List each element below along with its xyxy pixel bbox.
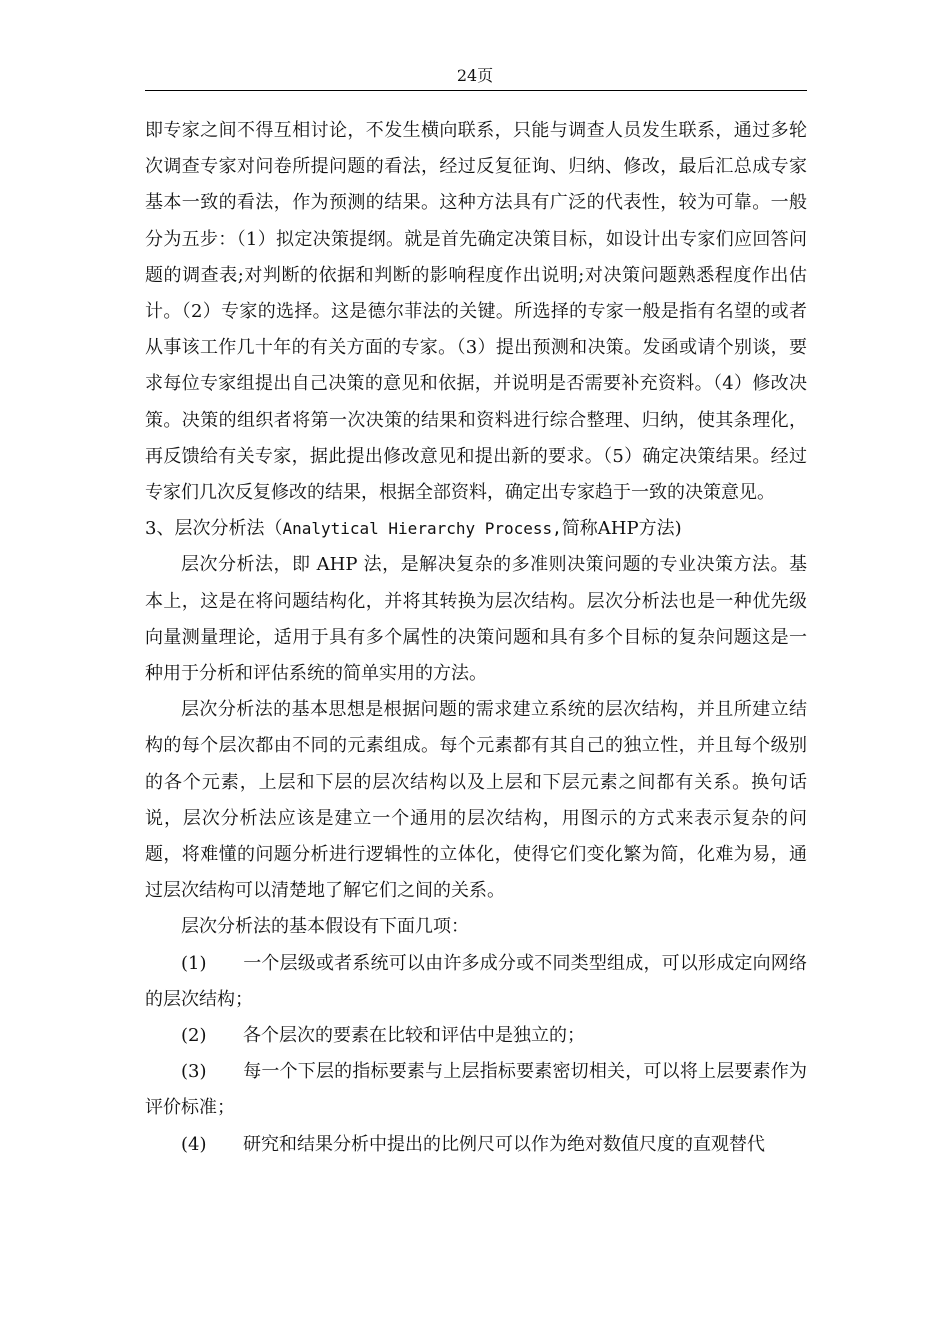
assumption-item: [145, 946, 807, 1018]
heading-ahp-english: Analytical Hierarchy Process,: [282, 519, 562, 539]
assumption-number: (3): [181, 1061, 207, 1083]
paragraph-ahp-assumptions-intro: 层次分析法的基本假设有下面几项：: [181, 916, 469, 938]
paragraph-ahp-basic-idea: 层次分析法的基本思想是根据问题的需求建立系统的层次结构，并且所建立结构的每个层次都由不同的元素组成。每个元素都有其自己的独立性，并且每个级别的各个元素，上层和下层的层次结构以及上层和下层元素之间都有关系。换句话说，层次分析法应该是建立一个通用的层次结构，用图示的方式来表示复杂的问题，将难懂的问题分析进行逻辑性的立体化，使得它们变化繁为简，化难为易，通过层次结构可以清楚地了解它们之间的关系。: [145, 699, 807, 902]
assumption-item: [145, 1127, 807, 1163]
paragraph-ahp-intro: 层次分析法，即 AHP 法，是解决复杂的多准则决策问题的专业决策方法。基本上，这是在将问题结构化，并将其转换为层次结构。层次分析法也是一种优先级向量测量理论，适用于具有多个属性的决策问题和具有多个目标的复杂问题这是一种用于分析和评估系统的简单实用的方法。: [145, 554, 807, 685]
page-number-header: 24页: [456, 66, 494, 85]
assumption-text: 一个层级或者系统可以由许多成分或不同类型组成，可以形成定向网络的层次结构；: [145, 952, 807, 1010]
assumption-number: (4): [181, 1133, 207, 1155]
assumption-number: (2): [181, 1025, 207, 1047]
paragraph-delphi-continuation: 即专家之间不得互相讨论，不发生横向联系，只能与调查人员发生联系，通过多轮次调查专家对问卷所提问题的看法，经过反复征询、归纳、修改，最后汇总成专家基本一致的看法，作为预测的结果。这种方法具有广泛的代表性，较为可靠。一般分为五步：（1）拟定决策提纲。就是首先确定决策目标，如设计出专家们应回答问题的调查表;对判断的依据和判断的影响程度作出说明;对决策问题熟悉程度作出估计。（2）专家的选择。这是德尔菲法的关键。所选择的专家一般是指有名望的或者从事该工作几十年的有关方面的专家。（3）提出预测和决策。发函或请个别谈，要求每位专家组提出自己决策的意见和依据，并说明是否需要补充资料。（4）修改决策。决策的组织者将第一次决策的结果和资料进行综合整理、归纳，使其条理化，再反馈给有关专家，据此提出修改意见和提出新的要求。（5）确定决策结果。经过专家们几次反复修改的结果，根据全部资料，确定出专家趋于一致的决策意见。: [145, 120, 807, 504]
assumption-item: [145, 1054, 807, 1126]
section-heading-ahp: [145, 511, 807, 547]
assumption-text: 研究和结果分析中提出的比例尺可以作为绝对数值尺度的直观替代: [243, 1133, 765, 1155]
assumption-number: (1): [181, 952, 207, 974]
assumption-item: [145, 1018, 807, 1054]
heading-ahp-suffix: 简称AHP方法): [561, 518, 682, 540]
assumption-text: 每一个下层的指标要素与上层指标要素密切相关，可以将上层要素作为评价标准；: [145, 1061, 807, 1119]
heading-ahp-prefix: 3、层次分析法（: [145, 518, 283, 540]
document-body: [145, 113, 807, 1163]
assumption-text: 各个层次的要素在比较和评估中是独立的；: [243, 1025, 585, 1047]
header-divider: [145, 90, 807, 91]
